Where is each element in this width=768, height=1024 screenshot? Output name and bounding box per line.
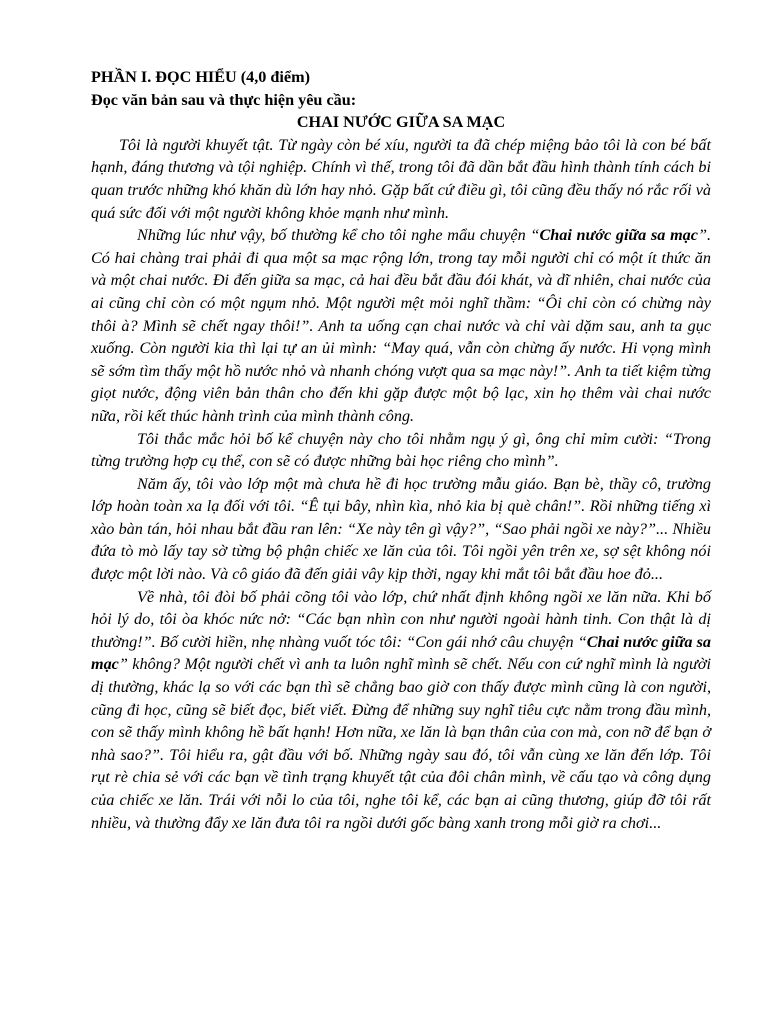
story-title: CHAI NƯỚC GIỮA SA MẠC (296, 113, 506, 132)
instruction-text: Đọc văn bản sau và thực hiện yêu cầu: (91, 90, 357, 109)
story-body (91, 134, 711, 834)
document-page (91, 66, 711, 834)
story-paragraph (91, 224, 711, 427)
paragraph-text: Về nhà, tôi đòi bố phải cõng tôi vào lớp, chứ nhất định không ngồi xe lăn nữa. Khi bố hỏi lý do, tôi òa khóc nức nở: “Các bạn nhìn con như người ngoài hành tinh. Con thật là dị thường!”. Bố cười hiền, nhẹ nhàng vuốt tóc tôi: “Con gái nhớ câu chuyện “ (91, 587, 711, 651)
story-paragraph (91, 428, 711, 473)
story-title-mention: Chai nước giữa sa mạc (91, 632, 711, 674)
paragraph-text: Năm ấy, tôi vào lớp một mà chưa hề đi học trường mẫu giáo. Bạn bè, thầy cô, trường lớp hoàn toàn xa lạ đối với tôi. “Ê tụi bây, nhìn kìa, nhỏ kia bị què chân!”. Rồi những tiếng xì xào bàn tán, hỏi nhau bắt đầu ran lên: “Xe này tên gì vậy?”, “Sao phải ngồi xe này?”... Nhiều đứa tò mò lấy tay sờ từng bộ phận chiếc xe lăn của tôi. Tôi ngồi yên trên xe, sợ sệt không nói được một lời nào. Và cô giáo đã đến giải vây kịp thời, ngay khi mắt tôi bắt đầu hoe đỏ... (91, 474, 711, 584)
paragraph-text: Tôi là người khuyết tật. Từ ngày còn bé xíu, người ta đã chép miệng bảo tôi là con bé bất hạnh, đáng thương và tội nghiệp. Chính vì thế, trong tôi đã dần bắt đầu hình thành tính cách bi quan trước những khó khăn dù lớn hay nhỏ. Gặp bất cứ điều gì, tôi cũng đều thấy nó rắc rối và quá sức đối với một người không khỏe mạnh như mình. (91, 135, 711, 222)
story-title-mention: Chai nước giữa sa mạc (539, 226, 698, 245)
story-paragraph (91, 134, 711, 224)
paragraph-text: ” không? Một người chết vì anh ta luôn nghĩ mình sẽ chết. Nếu con cứ nghĩ mình là người dị thường, khác lạ so với các bạn thì sẽ chẳng bao giờ con thấy được mình cũng là con người, cũng đi học, cũng sẽ biết đọc, biết viết. Đừng để những suy nghĩ tiêu cực nằm trong đầu mình, con sẽ thấy mình không hề bất hạnh! Hơn nữa, xe lăn là bạn thân của con mà, con nỡ để bạn ở nhà sao?”. Tôi hiểu ra, gật đầu với bố. Những ngày sau đó, tôi vẫn cùng xe lăn đến lớp. Tôi rụt rè chia sẻ với các bạn về tình trạng khuyết tật của đôi chân mình, về cấu tạo và công dụng của chiếc xe lăn. Trái với nỗi lo của tôi, nghe tôi kể, các bạn ai cũng thương, giúp đỡ tôi rất nhiều, và thường đẩy xe lăn đưa tôi ra ngồi dưới gốc bàng xanh trong mỗi giờ ra chơi... (91, 655, 711, 832)
paragraph-text: Tôi thắc mắc hỏi bố kể chuyện này cho tôi nhằm ngụ ý gì, ông chỉ mỉm cười: “Trong từng trường hợp cụ thể, con sẽ có được những bài học riêng cho mình”. (91, 429, 711, 471)
paragraph-text: Những lúc như vậy, bố thường kể cho tôi nghe mẩu chuyện “ (137, 226, 540, 245)
story-paragraph (91, 586, 711, 835)
story-paragraph (91, 473, 711, 586)
section-heading: PHẦN I. ĐỌC HIỂU (4,0 điểm) (91, 68, 310, 86)
paragraph-text: ”. Có hai chàng trai phải đi qua một sa mạc rộng lớn, trong tay mỗi người chỉ có một ít thức ăn và một chai nước. Đi đến giữa sa mạc, cả hai đều bắt đầu đói khát, và dĩ nhiên, chai nước của ai cũng chỉ còn có một ngụm nhỏ. Một người mệt mỏi nghĩ thầm: “Ôi chỉ còn có chừng này thôi à? Mình sẽ chết ngay thôi!”. Anh ta uống cạn chai nước và chỉ vài dặm sau, anh ta gục xuống. Còn người kia thì lại tự an ủi mình: “May quá, vẫn còn chừng ấy nước. Hi vọng mình sẽ sớm tìm thấy một hồ nước nhỏ và nhanh chóng vượt qua sa mạc này!”. Anh ta tiết kiệm từng giọt nước, động viên bản thân cho đến khi gặp được một bộ lạc, xin họ thêm vài chai nước nữa, rồi kết thúc hành trình của mình thành công. (91, 226, 711, 425)
